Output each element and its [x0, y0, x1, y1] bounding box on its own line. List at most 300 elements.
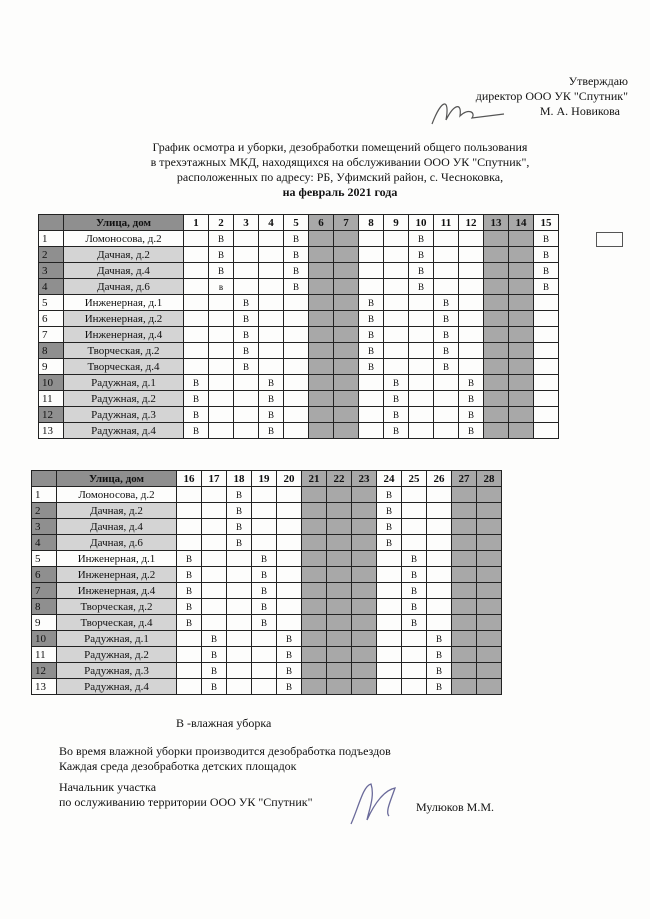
schedule-cell [334, 295, 359, 311]
schedule-cell: В [434, 327, 459, 343]
schedule-cell: В [427, 631, 452, 647]
row-street: Инженерная, д.4 [57, 583, 177, 599]
schedule-cell [359, 279, 384, 295]
schedule-cell [334, 391, 359, 407]
schedule-cell [284, 295, 309, 311]
row-street: Радужная, д.3 [57, 663, 177, 679]
schedule-cell [234, 423, 259, 439]
schedule-cell: В [377, 503, 402, 519]
schedule-cell: В [402, 615, 427, 631]
schedule-cell [352, 583, 377, 599]
schedule-cell: В [177, 567, 202, 583]
schedule-cell [277, 535, 302, 551]
schedule-cell: В [434, 295, 459, 311]
schedule-cell [434, 263, 459, 279]
schedule-cell [284, 311, 309, 327]
schedule-cell [327, 647, 352, 663]
schedule-cell [402, 519, 427, 535]
schedule-cell [352, 663, 377, 679]
table-row [32, 599, 502, 615]
header-day: 27 [452, 471, 477, 487]
schedule-cell [252, 519, 277, 535]
schedule-cell [327, 631, 352, 647]
schedule-cell [484, 359, 509, 375]
schedule-cell [259, 247, 284, 263]
schedule-cell [352, 615, 377, 631]
schedule-cell [227, 647, 252, 663]
schedule-cell [452, 535, 477, 551]
schedule-cell [359, 375, 384, 391]
schedule-cell: В [277, 631, 302, 647]
schedule-cell [452, 551, 477, 567]
schedule-cell [402, 487, 427, 503]
row-number: 12 [32, 663, 57, 679]
table-row [32, 615, 502, 631]
schedule-cell [259, 279, 284, 295]
schedule-table-2 [31, 470, 502, 695]
schedule-cell: В [402, 599, 427, 615]
schedule-cell [202, 599, 227, 615]
approval-line-3: М. А. Новикова [539, 104, 620, 118]
schedule-cell [209, 311, 234, 327]
schedule-cell [359, 423, 384, 439]
row-street: Дачная, д.2 [64, 247, 184, 263]
schedule-cell: В [252, 615, 277, 631]
schedule-cell: В [227, 519, 252, 535]
schedule-cell [359, 407, 384, 423]
schedule-cell [459, 263, 484, 279]
schedule-cell [409, 407, 434, 423]
row-number: 5 [32, 551, 57, 567]
schedule-cell: В [259, 391, 284, 407]
schedule-cell [409, 311, 434, 327]
schedule-cell [227, 615, 252, 631]
table-row [32, 631, 502, 647]
header-day: 19 [252, 471, 277, 487]
schedule-cell [427, 519, 452, 535]
schedule-cell [459, 343, 484, 359]
schedule-cell [302, 487, 327, 503]
schedule-cell: В [459, 391, 484, 407]
schedule-cell [277, 487, 302, 503]
schedule-cell [534, 295, 559, 311]
schedule-cell [477, 663, 502, 679]
schedule-cell [484, 279, 509, 295]
schedule-cell [177, 503, 202, 519]
schedule-cell: В [402, 583, 427, 599]
schedule-cell [384, 327, 409, 343]
schedule-cell: В [184, 391, 209, 407]
schedule-cell [177, 679, 202, 695]
title-line-3: расположенных по адресу: РБ, Уфимский район, с. Чесноковка, [176, 170, 504, 184]
row-number: 4 [32, 535, 57, 551]
schedule-cell [509, 375, 534, 391]
schedule-cell [309, 231, 334, 247]
schedule-cell [477, 551, 502, 567]
schedule-cell [359, 263, 384, 279]
schedule-cell [252, 663, 277, 679]
schedule-cell [427, 487, 452, 503]
row-street: Ломоносова, д.2 [64, 231, 184, 247]
table-header-row [39, 215, 559, 231]
schedule-cell [452, 567, 477, 583]
schedule-cell: В [359, 359, 384, 375]
schedule-cell [452, 487, 477, 503]
schedule-cell [452, 615, 477, 631]
schedule-cell: В [259, 423, 284, 439]
footer-line-2: по оcлуживанию территории ООО УК "Спутник" [59, 795, 313, 809]
schedule-cell [252, 487, 277, 503]
schedule-cell: В [209, 247, 234, 263]
schedule-cell: В [252, 567, 277, 583]
schedule-cell [177, 663, 202, 679]
row-number: 1 [32, 487, 57, 503]
schedule-cell [252, 503, 277, 519]
row-number: 3 [39, 263, 64, 279]
schedule-cell [477, 615, 502, 631]
row-number: 8 [32, 599, 57, 615]
schedule-cell [202, 567, 227, 583]
row-number: 2 [32, 503, 57, 519]
schedule-cell [477, 487, 502, 503]
schedule-cell [327, 551, 352, 567]
schedule-cell [309, 423, 334, 439]
schedule-cell [477, 519, 502, 535]
schedule-cell [284, 359, 309, 375]
schedule-cell: В [234, 327, 259, 343]
schedule-cell [277, 551, 302, 567]
schedule-cell [427, 599, 452, 615]
schedule-cell [327, 599, 352, 615]
schedule-cell [334, 359, 359, 375]
table-row [39, 279, 559, 295]
schedule-cell [484, 263, 509, 279]
schedule-cell: В [252, 599, 277, 615]
schedule-cell [309, 311, 334, 327]
schedule-cell [177, 631, 202, 647]
schedule-cell [284, 407, 309, 423]
schedule-cell [434, 247, 459, 263]
schedule-cell: В [227, 535, 252, 551]
schedule-cell [302, 615, 327, 631]
schedule-cell [259, 231, 284, 247]
table-row [32, 567, 502, 583]
schedule-cell: В [384, 375, 409, 391]
schedule-cell [184, 231, 209, 247]
schedule-cell: В [177, 583, 202, 599]
schedule-cell: В [459, 407, 484, 423]
schedule-cell [334, 263, 359, 279]
schedule-cell: В [427, 647, 452, 663]
schedule-cell [277, 599, 302, 615]
note-2: Каждая среда дезобработка детских площадок [59, 759, 297, 773]
schedule-cell [384, 343, 409, 359]
schedule-cell [302, 647, 327, 663]
schedule-cell [252, 631, 277, 647]
schedule-cell [302, 663, 327, 679]
row-number: 12 [39, 407, 64, 423]
header-day: 5 [284, 215, 309, 231]
schedule-cell [384, 295, 409, 311]
schedule-cell [302, 503, 327, 519]
schedule-cell [352, 519, 377, 535]
schedule-cell: В [209, 231, 234, 247]
table-row [39, 391, 559, 407]
schedule-cell: В [234, 311, 259, 327]
schedule-cell [384, 311, 409, 327]
schedule-cell [259, 263, 284, 279]
schedule-cell: В [534, 263, 559, 279]
schedule-cell [202, 503, 227, 519]
table-row [39, 359, 559, 375]
approval-line-2: директор ООО УК "Спутник" [475, 89, 628, 103]
schedule-cell [377, 663, 402, 679]
schedule-cell: В [209, 263, 234, 279]
schedule-cell [177, 487, 202, 503]
schedule-cell [202, 583, 227, 599]
schedule-cell [309, 391, 334, 407]
schedule-cell: В [534, 247, 559, 263]
schedule-cell [484, 391, 509, 407]
table-row [32, 503, 502, 519]
schedule-cell [427, 503, 452, 519]
schedule-cell [427, 583, 452, 599]
schedule-cell [477, 647, 502, 663]
schedule-cell [227, 567, 252, 583]
row-street: Творческая, д.2 [57, 599, 177, 615]
header-day: 10 [409, 215, 434, 231]
table-row [39, 375, 559, 391]
header-day: 6 [309, 215, 334, 231]
schedule-cell [184, 247, 209, 263]
schedule-cell [484, 231, 509, 247]
schedule-cell: В [359, 327, 384, 343]
schedule-cell: В [534, 279, 559, 295]
header-day: 18 [227, 471, 252, 487]
schedule-cell [509, 327, 534, 343]
table-row [32, 679, 502, 695]
schedule-cell: В [277, 647, 302, 663]
schedule-cell [434, 391, 459, 407]
schedule-cell [309, 247, 334, 263]
row-street: Дачная, д.6 [57, 535, 177, 551]
schedule-cell [427, 535, 452, 551]
schedule-cell: В [402, 567, 427, 583]
schedule-cell [209, 343, 234, 359]
schedule-cell [227, 599, 252, 615]
schedule-cell [259, 343, 284, 359]
row-street: Радужная, д.1 [57, 631, 177, 647]
schedule-cell [327, 535, 352, 551]
table-row [32, 519, 502, 535]
schedule-cell [402, 647, 427, 663]
schedule-cell [509, 311, 534, 327]
row-number: 2 [39, 247, 64, 263]
schedule-cell [459, 279, 484, 295]
schedule-cell [334, 279, 359, 295]
schedule-cell [177, 535, 202, 551]
schedule-cell [327, 487, 352, 503]
schedule-cell: В [284, 279, 309, 295]
row-number: 5 [39, 295, 64, 311]
title-line-1: График осмотра и уборки, дезобработки помещений общего пользования [152, 140, 528, 154]
schedule-cell: В [184, 375, 209, 391]
schedule-cell [234, 391, 259, 407]
footer-signatory [59, 780, 313, 810]
row-street: Творческая, д.2 [64, 343, 184, 359]
schedule-cell [534, 359, 559, 375]
schedule-cell [309, 407, 334, 423]
schedule-cell [427, 615, 452, 631]
table-row [32, 647, 502, 663]
schedule-cell [184, 311, 209, 327]
schedule-cell [459, 327, 484, 343]
table-row [32, 535, 502, 551]
schedule-cell: В [177, 551, 202, 567]
row-number: 10 [32, 631, 57, 647]
schedule-cell [384, 359, 409, 375]
row-number: 4 [39, 279, 64, 295]
schedule-cell: В [177, 599, 202, 615]
schedule-cell [202, 487, 227, 503]
schedule-cell: В [459, 375, 484, 391]
schedule-cell [334, 311, 359, 327]
approval-line-1: Утверждаю [568, 74, 628, 88]
schedule-cell [477, 535, 502, 551]
schedule-cell [377, 615, 402, 631]
schedule-cell: В [252, 551, 277, 567]
schedule-cell [259, 295, 284, 311]
table-row [32, 551, 502, 567]
schedule-cell [302, 551, 327, 567]
schedule-cell [327, 615, 352, 631]
row-street: Ломоносова, д.2 [57, 487, 177, 503]
title-line-4: на февраль 2021 года [282, 185, 398, 199]
schedule-cell: В [434, 359, 459, 375]
row-street: Творческая, д.4 [64, 359, 184, 375]
schedule-cell [302, 583, 327, 599]
row-number: 1 [39, 231, 64, 247]
schedule-cell [402, 631, 427, 647]
schedule-cell [509, 343, 534, 359]
schedule-cell [434, 279, 459, 295]
schedule-cell: В [227, 487, 252, 503]
schedule-cell: В [284, 263, 309, 279]
schedule-cell [509, 247, 534, 263]
schedule-cell [427, 551, 452, 567]
row-number: 3 [32, 519, 57, 535]
schedule-cell [452, 599, 477, 615]
schedule-cell [252, 679, 277, 695]
schedule-cell [534, 375, 559, 391]
schedule-cell [209, 327, 234, 343]
header-street: Улица, дом [64, 215, 184, 231]
schedule-cell [202, 535, 227, 551]
schedule-cell [184, 327, 209, 343]
schedule-cell [277, 567, 302, 583]
schedule-cell [309, 343, 334, 359]
schedule-cell [227, 583, 252, 599]
schedule-cell [327, 567, 352, 583]
schedule-cell: В [377, 535, 402, 551]
schedule-cell [202, 615, 227, 631]
header-day: 24 [377, 471, 402, 487]
schedule-cell [509, 407, 534, 423]
schedule-cell [377, 647, 402, 663]
schedule-cell: в [209, 279, 234, 295]
schedule-cell [252, 647, 277, 663]
schedule-cell [484, 407, 509, 423]
schedule-cell [434, 231, 459, 247]
header-day: 14 [509, 215, 534, 231]
row-street: Радужная, д.1 [64, 375, 184, 391]
schedule-cell: В [259, 407, 284, 423]
schedule-cell [534, 311, 559, 327]
row-street: Радужная, д.3 [64, 407, 184, 423]
schedule-cell [202, 551, 227, 567]
row-street: Радужная, д.4 [57, 679, 177, 695]
row-street: Инженерная, д.1 [64, 295, 184, 311]
schedule-cell: В [277, 663, 302, 679]
schedule-cell [384, 247, 409, 263]
row-number: 7 [39, 327, 64, 343]
row-street: Дачная, д.6 [64, 279, 184, 295]
table-row [39, 247, 559, 263]
empty-box [596, 232, 623, 247]
schedule-cell [302, 599, 327, 615]
table-header-row [32, 471, 502, 487]
row-street: Инженерная, д.2 [64, 311, 184, 327]
schedule-cell [327, 663, 352, 679]
schedule-cell: В [534, 231, 559, 247]
row-number: 6 [32, 567, 57, 583]
schedule-cell [402, 663, 427, 679]
schedule-cell [184, 295, 209, 311]
schedule-cell [334, 327, 359, 343]
schedule-cell [309, 279, 334, 295]
schedule-cell [452, 503, 477, 519]
schedule-cell [509, 391, 534, 407]
schedule-cell [302, 679, 327, 695]
schedule-cell [209, 391, 234, 407]
footer-line-1: Начальник участка [59, 780, 157, 794]
schedule-cell: В [434, 343, 459, 359]
row-street: Инженерная, д.1 [57, 551, 177, 567]
schedule-cell [184, 263, 209, 279]
schedule-cell [334, 247, 359, 263]
row-number: 7 [32, 583, 57, 599]
table-row [32, 583, 502, 599]
schedule-cell [377, 631, 402, 647]
schedule-cell [309, 375, 334, 391]
schedule-cell: В [384, 391, 409, 407]
schedule-cell: В [377, 519, 402, 535]
schedule-cell [377, 599, 402, 615]
schedule-cell [209, 375, 234, 391]
schedule-cell [309, 327, 334, 343]
table-row [39, 407, 559, 423]
schedule-cell [284, 375, 309, 391]
schedule-cell: В [184, 407, 209, 423]
schedule-cell [452, 679, 477, 695]
header-day: 22 [327, 471, 352, 487]
document-title [0, 140, 650, 200]
table-row [39, 327, 559, 343]
schedule-cell [352, 631, 377, 647]
schedule-cell [334, 423, 359, 439]
schedule-cell [484, 311, 509, 327]
header-day: 4 [259, 215, 284, 231]
